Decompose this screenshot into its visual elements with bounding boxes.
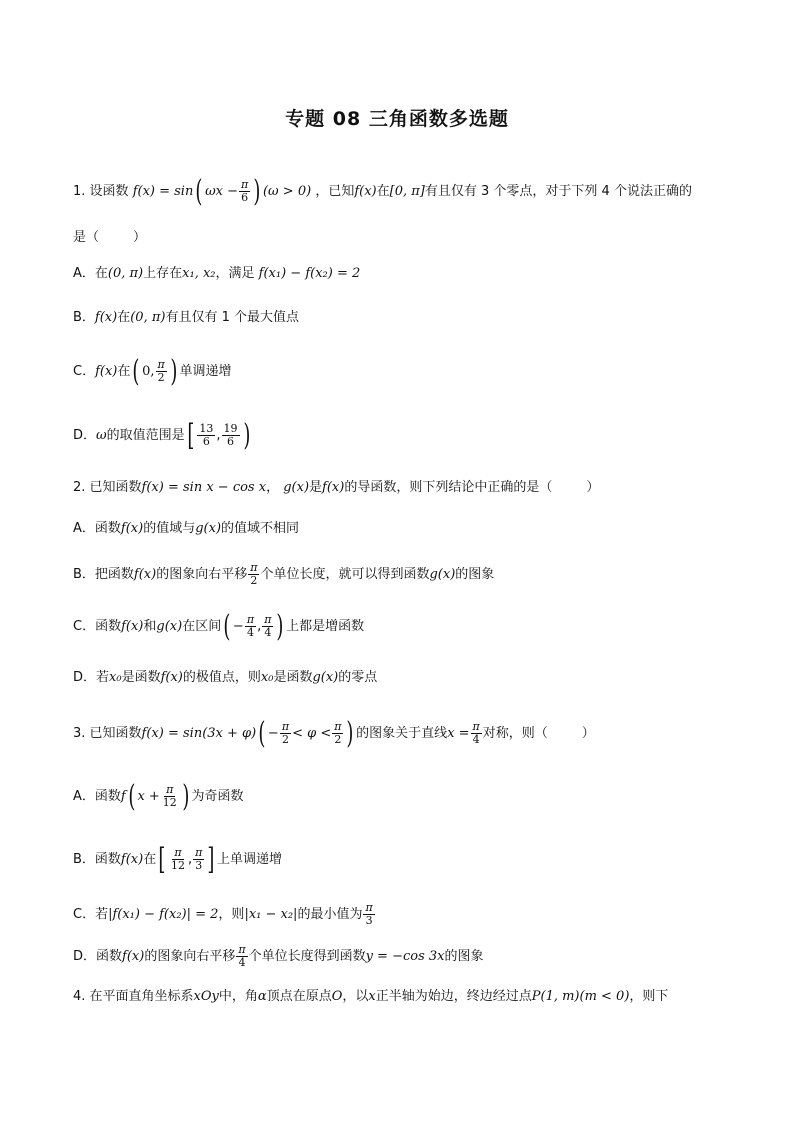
gx: g(x) — [156, 619, 183, 634]
opt-text: ，满足 — [215, 266, 255, 281]
opt-text: 个单位长度得到函数 — [248, 949, 366, 964]
q2-text: 的导函数，则下列结论中正确的是（ — [344, 480, 553, 495]
fx: f(x) — [120, 521, 144, 536]
q2-function: f(x) = sin x − cos x — [141, 480, 267, 495]
den: 4 — [264, 626, 272, 639]
fx: f(x) — [122, 949, 145, 964]
fraction — [262, 614, 273, 639]
zero: 0, — [142, 364, 155, 379]
q4-text: 中，角 — [218, 989, 258, 1004]
q1-stem-2 — [73, 228, 146, 248]
q3-text: 的图象关于直线 — [356, 726, 448, 741]
q2-option-b — [73, 562, 494, 587]
opt-text: 的图象向右平移 — [144, 949, 236, 964]
q4-text: 正半轴为始边，终边经过点 — [375, 989, 532, 1004]
q3-option-d — [73, 944, 484, 969]
opt-text: A．函数 — [73, 789, 121, 804]
q3-stem: 3. 已知函数f(x) = sin(3x + φ)( − $\frac{\pi}{2}$ < φ < $\frac{\pi}{2}$ ) 的图象关于直线x = $\frac{\pi}{4}$ 对称，则（ ） — [73, 715, 595, 751]
fraction — [245, 614, 256, 639]
num: π — [246, 613, 255, 626]
opt-text: 的最小值为 — [297, 907, 363, 922]
interval: [0, π] — [389, 184, 425, 199]
q1-option-a — [73, 264, 360, 284]
opt-text: B．函数 — [73, 852, 121, 867]
interval: (0, π) — [107, 266, 144, 281]
q1-option-b — [73, 308, 299, 328]
fraction — [280, 721, 291, 746]
q3-text: 对称，则（ — [482, 726, 548, 741]
opt-text: 上存在 — [143, 266, 183, 281]
num: π — [195, 846, 203, 859]
den: 12 — [162, 796, 177, 809]
q2-text: 是 — [309, 480, 323, 495]
q1-function: f(x) = sin — [132, 184, 194, 199]
num: π — [281, 720, 290, 733]
den: 3 — [195, 859, 203, 872]
q4-text: 顶点在原点 — [266, 989, 332, 1004]
num: π — [174, 846, 182, 859]
opt-text: 个单位长度，就可以得到函数 — [260, 567, 430, 582]
gx: g(x) — [312, 670, 339, 685]
minus: − — [267, 726, 279, 741]
den: 4 — [472, 733, 480, 746]
q1-text: ，已知 — [315, 184, 355, 199]
xplus: x + — [137, 789, 160, 804]
opt-text: 上都是增函数 — [286, 619, 365, 634]
xOy: xOy — [193, 989, 219, 1004]
origin: O — [331, 989, 343, 1004]
fx: f(x) — [94, 310, 118, 325]
opt-text: A．在 — [73, 266, 108, 281]
fraction — [236, 944, 247, 969]
interval: (0, π) — [130, 310, 166, 325]
num: π — [166, 783, 174, 796]
q3-option-c — [73, 902, 376, 927]
opt-text: 为奇函数 — [191, 789, 244, 804]
q1-text: 1. 设函数 — [73, 184, 129, 199]
equation: f(x₁) − f(x₂) = 2 — [258, 266, 361, 281]
q1-arg: ωx − — [205, 184, 239, 199]
q1-cond: (ω > 0) — [262, 184, 312, 199]
opt-text: 是函数 — [121, 670, 161, 685]
fx: f(x) — [160, 670, 183, 685]
point-p: P(1, m)(m < 0) — [531, 989, 630, 1004]
den: 2 — [250, 574, 258, 587]
vars: x₁, x₂ — [182, 266, 216, 281]
opt-text: 有且仅有 1 个最大值点 — [165, 310, 300, 325]
q3-text: ） — [581, 726, 595, 741]
opt-text: 单调递增 — [179, 364, 232, 379]
x: x — [368, 989, 376, 1004]
num: π — [157, 358, 165, 371]
num: 19 — [223, 422, 238, 435]
opt-text: A．函数 — [73, 521, 121, 536]
opt-text: D．函数 — [73, 949, 123, 964]
fraction — [161, 784, 179, 809]
q2-text: 2. 已知函数 — [73, 480, 142, 495]
q1-text: 在 — [376, 184, 390, 199]
opt-text: 上单调递增 — [217, 852, 283, 867]
q3-text: 3. 已知函数 — [73, 726, 142, 741]
q1-text: 是（ — [73, 230, 100, 245]
fx: f(x) — [121, 619, 144, 634]
xeq: x = — [447, 726, 470, 741]
q1-option-c: C．f(x)在( 0, $\frac{\pi}{2}$ ) 单调递增 — [73, 353, 232, 389]
num: 13 — [199, 422, 214, 435]
fraction — [363, 902, 374, 927]
fraction — [471, 721, 482, 746]
fraction — [248, 562, 259, 587]
fraction — [197, 423, 215, 448]
gx: g(x) — [429, 567, 456, 582]
q2-text: ， — [266, 480, 280, 495]
q1-text: ） — [133, 230, 147, 245]
fx: f(x) — [95, 364, 118, 379]
abs-eq: |f(x₁) − f(x₂)| = 2 — [108, 907, 219, 922]
ycos: y = −cos 3x — [365, 949, 445, 964]
gx: g(x) — [195, 521, 222, 536]
num: π — [472, 720, 480, 733]
q4-text: ，则下 — [629, 989, 669, 1004]
den: 3 — [365, 914, 373, 927]
num: π — [334, 720, 342, 733]
q3-option-a: A．函数f( x + $\frac{\pi}{12}$ ) 为奇函数 — [73, 778, 244, 814]
opt-text: C． — [73, 364, 96, 379]
num: π — [365, 901, 373, 914]
opt-text: 的图象 — [444, 949, 484, 964]
q2-option-d — [73, 668, 377, 688]
den: 6 — [227, 435, 234, 448]
fx: f(x) — [120, 852, 144, 867]
opt-text: 在 — [143, 852, 157, 867]
x0: x₀ — [260, 670, 274, 685]
omega: ω — [96, 428, 107, 443]
minus: − — [232, 619, 244, 634]
fraction — [193, 847, 204, 872]
q2-option-c: C．函数f(x)和g(x)在区间( − $\frac{\pi}{4}$ , $\frac{\pi}{4}$ ) 上都是增函数 — [73, 608, 365, 644]
den: 6 — [241, 191, 249, 204]
opt-text: 和 — [143, 619, 157, 634]
fraction — [222, 423, 240, 448]
den: 2 — [334, 733, 342, 746]
q1-option-d: D．ω的取值范围是[ $\frac{13}{6}$ , $\frac{19}{6}$ ) — [73, 417, 250, 453]
q2-stem — [73, 478, 599, 498]
opt-text: 的图象向右平移 — [156, 567, 248, 582]
fx: f(x) — [322, 480, 345, 495]
q1-text: 有且仅有 3 个零点，对于下列 4 个说法正确的 — [424, 184, 692, 199]
f: f — [120, 789, 126, 804]
q4-text: ，以 — [342, 989, 369, 1004]
den: 2 — [281, 733, 289, 746]
opt-text: 的图象 — [455, 567, 495, 582]
q4-stem — [73, 987, 668, 1007]
fx: f(x) — [354, 184, 377, 199]
opt-text: ，则 — [218, 907, 245, 922]
opt-text: 在区间 — [182, 619, 222, 634]
q3-option-b: B．函数f(x)在[ $\frac{\pi}{12}$ , $\frac{\pi}{3}$ ] 上单调递增 — [73, 841, 283, 877]
phi-range: < φ < — [292, 726, 332, 741]
q2-text: ） — [586, 480, 600, 495]
opt-text: 的极值点，则 — [182, 670, 261, 685]
fraction — [169, 847, 187, 872]
gx: g(x) — [283, 480, 310, 495]
num: π — [264, 613, 272, 626]
num: π — [250, 561, 258, 574]
opt-text: B． — [73, 310, 95, 325]
opt-text: 是函数 — [273, 670, 313, 685]
opt-text: 在 — [117, 364, 131, 379]
fx: f(x) — [133, 567, 157, 582]
opt-text: C．函数 — [73, 619, 122, 634]
opt-text: D． — [73, 428, 97, 443]
fraction — [239, 179, 250, 204]
den: 12 — [170, 859, 185, 872]
num: π — [238, 943, 246, 956]
opt-text: C．若 — [73, 907, 109, 922]
den: 4 — [246, 626, 254, 639]
x0: x₀ — [109, 670, 122, 685]
page-title: 专题 08 三角函数多选题 — [285, 108, 509, 130]
alpha: α — [257, 989, 267, 1004]
q4-text: 4. 在平面直角坐标系 — [73, 989, 194, 1004]
q2-option-a — [73, 519, 299, 539]
abs-diff: |x₁ − x₂| — [244, 907, 298, 922]
opt-text: 的值域与 — [143, 521, 196, 536]
fraction — [332, 721, 343, 746]
den: 2 — [157, 371, 165, 384]
fraction — [156, 359, 167, 384]
opt-text: 在 — [117, 310, 131, 325]
opt-text: B．把函数 — [73, 567, 134, 582]
opt-text: 的取值范围是 — [106, 428, 185, 443]
opt-text: D．若 — [73, 670, 110, 685]
num: π — [241, 178, 249, 191]
den: 6 — [202, 435, 210, 448]
q1-stem: 1. 设函数 f(x) = sin( ωx − $\frac{\pi}{6}$ ) (ω > 0) ，已知f(x)在[0, π]有且仅有 3 个零点，对于下列 4 个说法正确的 — [73, 173, 692, 209]
opt-text: 的值域不相同 — [221, 521, 300, 536]
den: 4 — [238, 956, 246, 969]
q3-function: f(x) = sin(3x + φ) — [141, 726, 257, 741]
opt-text: 的零点 — [338, 670, 378, 685]
